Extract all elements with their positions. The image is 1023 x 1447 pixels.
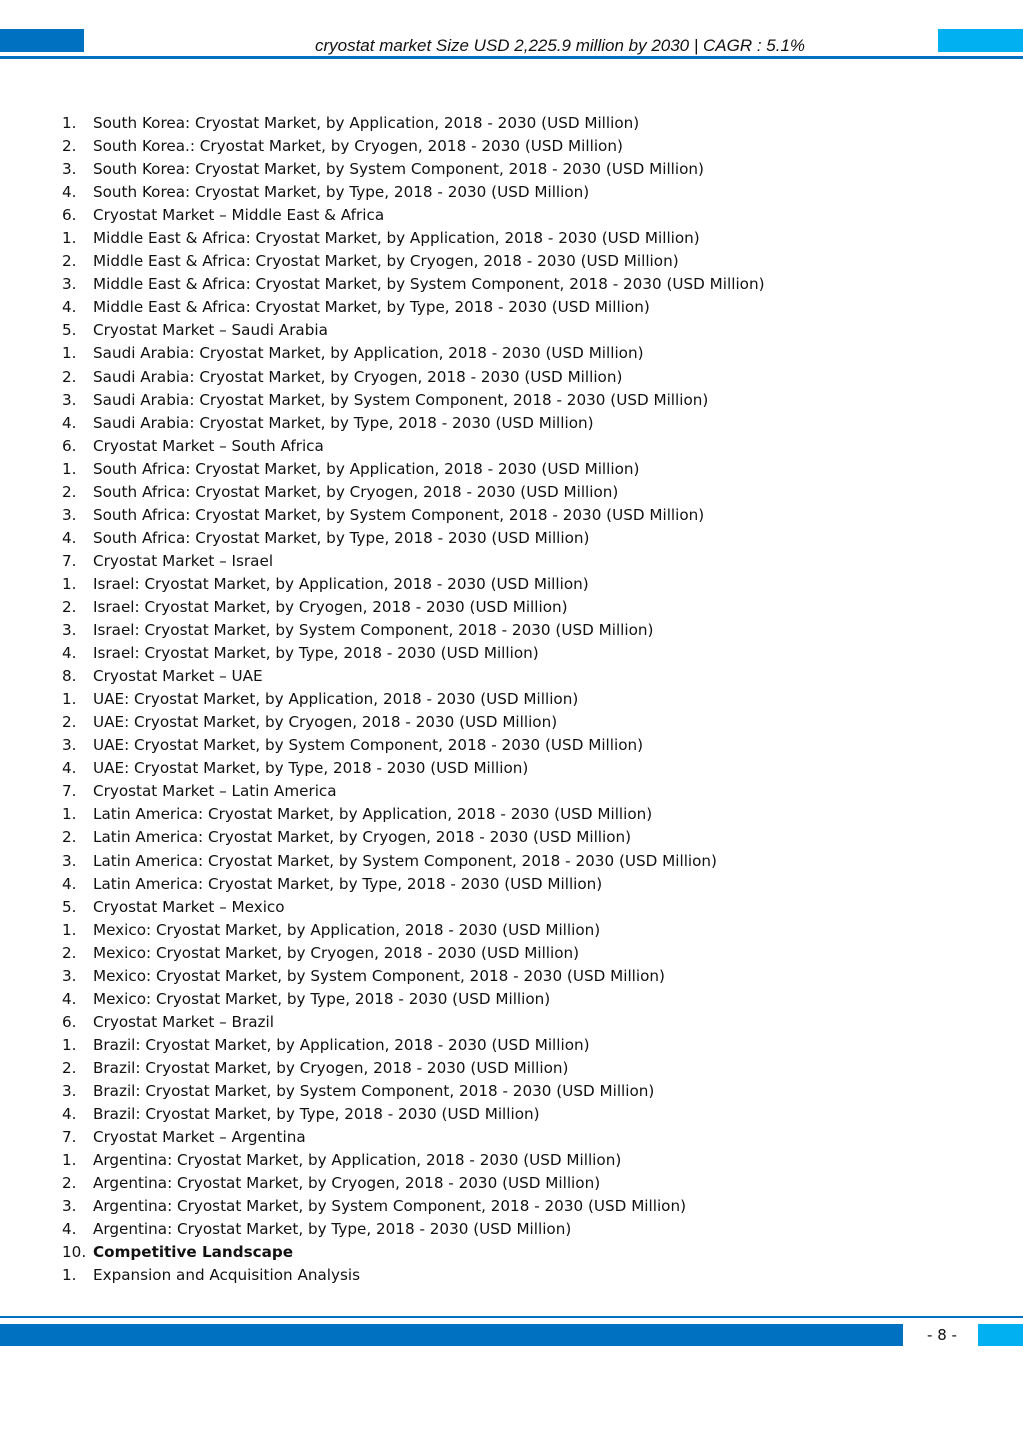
toc-entry bbox=[62, 1218, 765, 1241]
toc-entry bbox=[62, 1057, 765, 1080]
toc-entry-text: Israel: Cryostat Market, by System Component, 2018 - 2030 (USD Million) bbox=[93, 621, 654, 640]
toc-entry-number: 1. bbox=[62, 574, 77, 593]
toc-entry bbox=[62, 504, 765, 527]
toc-entry-text: Competitive Landscape bbox=[93, 1243, 294, 1262]
toc-entry bbox=[62, 688, 765, 711]
toc-entry-number: 1. bbox=[62, 920, 77, 939]
toc-entry bbox=[62, 319, 765, 342]
toc-entry-number: 2. bbox=[62, 828, 77, 847]
toc-entry bbox=[62, 1103, 765, 1126]
toc-entry-number: 4. bbox=[62, 989, 77, 1008]
toc-entry-number: 3. bbox=[62, 1197, 77, 1216]
toc-entry bbox=[62, 158, 765, 181]
toc-entry-number: 4. bbox=[62, 759, 77, 778]
toc-entry bbox=[62, 850, 765, 873]
toc-entry-text: Argentina: Cryostat Market, by System Component, 2018 - 2030 (USD Million) bbox=[93, 1197, 687, 1216]
toc-entry-text: Israel: Cryostat Market, by Type, 2018 - 2030 (USD Million) bbox=[93, 644, 539, 663]
toc-entry bbox=[62, 965, 765, 988]
toc-entry-number: 2. bbox=[62, 137, 77, 156]
toc-entry-text: Cryostat Market – Argentina bbox=[93, 1128, 306, 1147]
toc-entry-text: Latin America: Cryostat Market, by Type, 2018 - 2030 (USD Million) bbox=[93, 874, 603, 893]
toc-entry-number: 6. bbox=[62, 436, 77, 455]
toc-entry bbox=[62, 573, 765, 596]
page-number: - 8 - bbox=[927, 1326, 957, 1344]
toc-entry bbox=[62, 1034, 765, 1057]
toc-entry bbox=[62, 181, 765, 204]
header-divider bbox=[0, 56, 1023, 59]
toc-entry bbox=[62, 1011, 765, 1034]
toc-entry bbox=[62, 619, 765, 642]
toc-entry-number: 1. bbox=[62, 805, 77, 824]
toc-entry bbox=[62, 481, 765, 504]
toc-entry bbox=[62, 227, 765, 250]
toc-entry bbox=[62, 1195, 765, 1218]
toc-entry bbox=[62, 250, 765, 273]
toc-entry bbox=[62, 711, 765, 734]
toc-entry bbox=[62, 342, 765, 365]
toc-entry-number: 3. bbox=[62, 966, 77, 985]
toc-entry bbox=[62, 734, 765, 757]
toc-entry bbox=[62, 826, 765, 849]
toc-entry-text: South Africa: Cryostat Market, by Type, 2018 - 2030 (USD Million) bbox=[93, 528, 590, 547]
toc-entry-number: 4. bbox=[62, 874, 77, 893]
toc-entry bbox=[62, 1264, 765, 1287]
toc-entry-number: 2. bbox=[62, 1174, 77, 1193]
footer-divider bbox=[0, 1316, 1023, 1318]
toc-entry-number: 1. bbox=[62, 690, 77, 709]
toc-entry-number: 4. bbox=[62, 644, 77, 663]
toc-entry bbox=[62, 296, 765, 319]
toc-entry-text: South Africa: Cryostat Market, by Application, 2018 - 2030 (USD Million) bbox=[93, 459, 640, 478]
toc-entry-text: Middle East & Africa: Cryostat Market, by Type, 2018 - 2030 (USD Million) bbox=[93, 298, 650, 317]
toc-entry-number: 1. bbox=[62, 344, 77, 363]
toc-entry bbox=[62, 780, 765, 803]
toc-entry bbox=[62, 389, 765, 412]
toc-entry bbox=[62, 942, 765, 965]
toc-entry-text: Cryostat Market – Israel bbox=[93, 551, 274, 570]
toc-entry-number: 3. bbox=[62, 390, 77, 409]
header-accent-bar-left bbox=[0, 29, 84, 52]
toc-entry-number: 2. bbox=[62, 367, 77, 386]
toc-entry bbox=[62, 527, 765, 550]
toc-entry-number: 3. bbox=[62, 621, 77, 640]
toc-entry-text: Latin America: Cryostat Market, by Application, 2018 - 2030 (USD Million) bbox=[93, 805, 653, 824]
toc-entry bbox=[62, 435, 765, 458]
page-header-title: cryostat market Size USD 2,225.9 million by 2030 | CAGR : 5.1% bbox=[314, 36, 806, 55]
toc-entry-number: 7. bbox=[62, 782, 77, 801]
toc-entry-number: 2. bbox=[62, 482, 77, 501]
toc-entry-number: 1. bbox=[62, 1035, 77, 1054]
toc-entry-text: South Africa: Cryostat Market, by System Component, 2018 - 2030 (USD Million) bbox=[93, 505, 705, 524]
toc-entry-text: Middle East & Africa: Cryostat Market, by System Component, 2018 - 2030 (USD Million) bbox=[93, 275, 765, 294]
toc-entry-text: Mexico: Cryostat Market, by Cryogen, 2018 - 2030 (USD Million) bbox=[93, 943, 580, 962]
toc-entry-text: Cryostat Market – Brazil bbox=[93, 1012, 274, 1031]
toc-entry-text: Saudi Arabia: Cryostat Market, by Cryogen, 2018 - 2030 (USD Million) bbox=[93, 367, 623, 386]
toc-entry bbox=[62, 1241, 765, 1264]
toc-entry bbox=[62, 1172, 765, 1195]
toc-entry-text: Saudi Arabia: Cryostat Market, by Type, 2018 - 2030 (USD Million) bbox=[93, 413, 594, 432]
toc-entry-text: Brazil: Cryostat Market, by System Component, 2018 - 2030 (USD Million) bbox=[93, 1081, 655, 1100]
toc-entry bbox=[62, 642, 765, 665]
toc-entry-text: Expansion and Acquisition Analysis bbox=[93, 1266, 361, 1285]
toc-entry-number: 8. bbox=[62, 667, 77, 686]
toc-entry bbox=[62, 135, 765, 158]
toc-entry-text: South Africa: Cryostat Market, by Cryogen, 2018 - 2030 (USD Million) bbox=[93, 482, 619, 501]
toc-entry bbox=[62, 273, 765, 296]
toc-entry-text: Cryostat Market – Middle East & Africa bbox=[93, 206, 385, 225]
toc-entry-number: 7. bbox=[62, 1128, 77, 1147]
toc-entry-number: 10. bbox=[62, 1243, 87, 1262]
toc-entry bbox=[62, 458, 765, 481]
toc-entry-text: Cryostat Market – Saudi Arabia bbox=[93, 321, 328, 340]
toc-entry-text: South Korea: Cryostat Market, by Application, 2018 - 2030 (USD Million) bbox=[93, 114, 640, 132]
toc-entry-number: 5. bbox=[62, 321, 77, 340]
toc-entry-text: South Korea: Cryostat Market, by System Component, 2018 - 2030 (USD Million) bbox=[93, 160, 704, 179]
header-accent-bar-right bbox=[938, 29, 1023, 52]
toc-entry-text: Israel: Cryostat Market, by Application, 2018 - 2030 (USD Million) bbox=[93, 574, 589, 593]
footer-accent-bar-right bbox=[978, 1324, 1023, 1346]
toc-entry bbox=[62, 1149, 765, 1172]
toc-entry-text: Mexico: Cryostat Market, by System Component, 2018 - 2030 (USD Million) bbox=[93, 966, 665, 985]
toc-entry-number: 3. bbox=[62, 1081, 77, 1100]
table-of-contents-list bbox=[62, 112, 765, 1287]
toc-entry-number: 1. bbox=[62, 1151, 77, 1170]
toc-entry-text: Cryostat Market – South Africa bbox=[93, 436, 324, 455]
toc-entry-text: Cryostat Market – Mexico bbox=[93, 897, 285, 916]
toc-entry-text: Mexico: Cryostat Market, by Application, 2018 - 2030 (USD Million) bbox=[93, 920, 601, 939]
toc-entry-number: 4. bbox=[62, 298, 77, 317]
toc-entry-number: 1. bbox=[62, 229, 77, 248]
toc-entry-text: Cryostat Market – UAE bbox=[93, 667, 263, 686]
footer-accent-bar bbox=[0, 1324, 903, 1346]
toc-entry bbox=[62, 757, 765, 780]
toc-entry-text: UAE: Cryostat Market, by System Component, 2018 - 2030 (USD Million) bbox=[93, 736, 644, 755]
toc-entry-number: 4. bbox=[62, 413, 77, 432]
toc-entry-number: 4. bbox=[62, 1105, 77, 1124]
toc-entry bbox=[62, 366, 765, 389]
toc-entry-text: South Korea: Cryostat Market, by Type, 2018 - 2030 (USD Million) bbox=[93, 183, 590, 202]
toc-entry-number: 2. bbox=[62, 597, 77, 616]
toc-entry-text: Israel: Cryostat Market, by Cryogen, 2018 - 2030 (USD Million) bbox=[93, 597, 568, 616]
toc-entry-number: 1. bbox=[62, 459, 77, 478]
toc-entry-number: 4. bbox=[62, 1220, 77, 1239]
toc-entry-number: 2. bbox=[62, 252, 77, 271]
toc-entry-text: Brazil: Cryostat Market, by Cryogen, 2018 - 2030 (USD Million) bbox=[93, 1058, 569, 1077]
toc-entry bbox=[62, 204, 765, 227]
toc-entry-text: UAE: Cryostat Market, by Cryogen, 2018 - 2030 (USD Million) bbox=[93, 713, 558, 732]
toc-entry-text: Latin America: Cryostat Market, by System Component, 2018 - 2030 (USD Million) bbox=[93, 851, 717, 870]
toc-entry bbox=[62, 803, 765, 826]
toc-entry-text: Brazil: Cryostat Market, by Application, 2018 - 2030 (USD Million) bbox=[93, 1035, 590, 1054]
toc-entry bbox=[62, 596, 765, 619]
toc-entry-number: 6. bbox=[62, 1012, 77, 1031]
toc-entry-number: 1. bbox=[62, 1266, 77, 1285]
toc-entry bbox=[62, 412, 765, 435]
toc-entry bbox=[62, 873, 765, 896]
toc-entry-text: Argentina: Cryostat Market, by Type, 2018 - 2030 (USD Million) bbox=[93, 1220, 572, 1239]
toc-entry-number: 3. bbox=[62, 736, 77, 755]
toc-entry-number: 3. bbox=[62, 505, 77, 524]
toc-entry-number: 7. bbox=[62, 551, 77, 570]
toc-entry-text: Latin America: Cryostat Market, by Cryogen, 2018 - 2030 (USD Million) bbox=[93, 828, 632, 847]
toc-entry-text: Brazil: Cryostat Market, by Type, 2018 - 2030 (USD Million) bbox=[93, 1105, 540, 1124]
toc-entry-text: Middle East & Africa: Cryostat Market, by Application, 2018 - 2030 (USD Million) bbox=[93, 229, 700, 248]
toc-entry bbox=[62, 665, 765, 688]
toc-entry bbox=[62, 1080, 765, 1103]
toc-entry-text: Middle East & Africa: Cryostat Market, by Cryogen, 2018 - 2030 (USD Million) bbox=[93, 252, 679, 271]
toc-entry-number: 1. bbox=[62, 114, 77, 132]
toc-entry-text: Saudi Arabia: Cryostat Market, by System Component, 2018 - 2030 (USD Million) bbox=[93, 390, 709, 409]
toc-entry-text: UAE: Cryostat Market, by Application, 2018 - 2030 (USD Million) bbox=[93, 690, 579, 709]
toc-entry-number: 2. bbox=[62, 943, 77, 962]
toc-entry bbox=[62, 112, 765, 135]
toc-entry-number: 3. bbox=[62, 160, 77, 179]
toc-entry-number: 2. bbox=[62, 1058, 77, 1077]
toc-entry-number: 4. bbox=[62, 183, 77, 202]
toc-entry-number: 6. bbox=[62, 206, 77, 225]
toc-entry-text: Saudi Arabia: Cryostat Market, by Application, 2018 - 2030 (USD Million) bbox=[93, 344, 644, 363]
toc-entry bbox=[62, 988, 765, 1011]
toc-entry bbox=[62, 919, 765, 942]
toc-entry-text: Argentina: Cryostat Market, by Application, 2018 - 2030 (USD Million) bbox=[93, 1151, 622, 1170]
toc-entry-text: South Korea.: Cryostat Market, by Cryogen, 2018 - 2030 (USD Million) bbox=[93, 137, 623, 156]
toc-entry bbox=[62, 550, 765, 573]
toc-entry-text: Mexico: Cryostat Market, by Type, 2018 - 2030 (USD Million) bbox=[93, 989, 551, 1008]
toc-entry-number: 4. bbox=[62, 528, 77, 547]
toc-entry-number: 5. bbox=[62, 897, 77, 916]
toc-entry-text: Cryostat Market – Latin America bbox=[93, 782, 337, 801]
toc-entry-text: UAE: Cryostat Market, by Type, 2018 - 2030 (USD Million) bbox=[93, 759, 529, 778]
toc-entry-text: Argentina: Cryostat Market, by Cryogen, 2018 - 2030 (USD Million) bbox=[93, 1174, 601, 1193]
toc-entry bbox=[62, 896, 765, 919]
toc-entry-number: 3. bbox=[62, 275, 77, 294]
toc-entry-number: 3. bbox=[62, 851, 77, 870]
toc-entry-number: 2. bbox=[62, 713, 77, 732]
toc-entry bbox=[62, 1126, 765, 1149]
